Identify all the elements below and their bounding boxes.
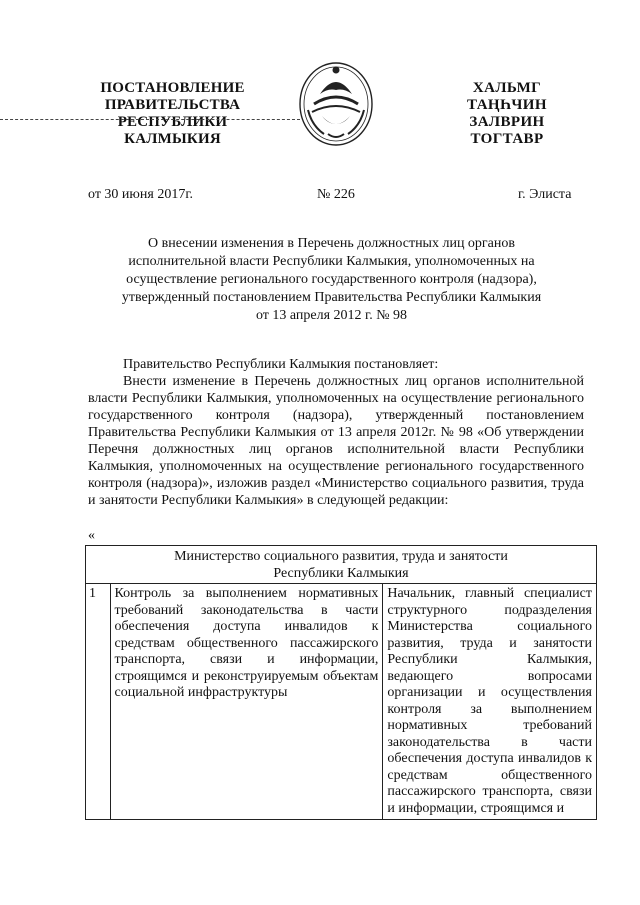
document-date: от 30 июня 2017г.	[88, 187, 193, 202]
document-number: № 226	[317, 187, 355, 202]
title-line: от 13 апреля 2012 г. № 98	[255, 308, 408, 323]
section-header-line: Республики Калмыкия	[273, 565, 409, 581]
control-type-cell: Контроль за выполнением нормативных требований законодательства в части обеспечения доступа инвалидов к средствам общественного пассажирского транспорта, связи и информации, строящимся и реконструируемым объектам социальной инфраструктуры	[110, 584, 383, 820]
responsible-officials-cell: Начальник, главный специалист структурного подразделения Министерства социального развития, труда и занятости Республики Калмыкия, ведающего вопросами организации и осуществления контроля за выполнением нормативных требований законодательства в части обеспечения доступа инвалидов к средствам общественного пассажирского транспорта, связи и информации, строящимся и	[383, 584, 597, 820]
document-city: г. Элиста	[518, 187, 572, 202]
document-title	[80, 235, 583, 325]
org-name-line: РЕСПУБЛИКИ	[117, 114, 228, 130]
org-name-russian	[80, 80, 265, 148]
resolution-body: Внести изменение в Перечень должностных лиц органов исполнительной власти Республики Калмыкия, уполномоченных на осуществление регионального государственного контроля (надзора), утвержденный постановлением Правительства Республики Калмыкия от 13 апреля 2012г. № 98 «Об утверждении Перечня должностных лиц органов исполнительной власти Республики Калмыкия, уполномоченных на осуществление регионального государственного контроля (надзора)», изложив раздел «Министерство социального развития, труда и занятости Республики Калмыкия» в следующей редакции:	[88, 374, 584, 508]
title-line: утвержденный постановлением Правительства Республики Калмыкия	[121, 290, 542, 305]
title-line: осуществление регионального государственного контроля (надзора),	[126, 272, 537, 287]
org-name-line: ТОГТАВР	[470, 131, 544, 147]
org-name-line: ЗАЛВРИН	[469, 114, 545, 130]
table-section-header	[86, 546, 597, 584]
table-header-row	[86, 546, 597, 584]
org-name-line: ПРАВИТЕЛЬСТВА	[104, 97, 241, 113]
org-name-kalmyk	[452, 80, 562, 148]
kalmykia-emblem-icon	[298, 60, 374, 146]
scan-artifact-line	[0, 119, 300, 120]
org-name-line: ТАҢҺЧИН	[467, 97, 547, 113]
org-name-line: ХАЛЬМГ	[472, 80, 542, 96]
title-line: О внесении изменения в Перечень должностных лиц органов	[147, 236, 515, 251]
section-header-line: Министерство социального развития, труда и занятости	[174, 549, 508, 564]
officials-table	[85, 545, 597, 820]
table-row	[86, 584, 597, 820]
row-number: 1	[86, 584, 111, 820]
title-line: исполнительной власти Республики Калмыкия, уполномоченных на	[128, 254, 535, 269]
org-name-line: ПОСТАНОВЛЕНИЕ	[100, 80, 245, 96]
org-name-line: КАЛМЫКИЯ	[124, 131, 221, 147]
quote-open-mark: «	[88, 528, 95, 543]
resolution-preamble: Правительство Республики Калмыкия постановляет:	[123, 357, 439, 372]
